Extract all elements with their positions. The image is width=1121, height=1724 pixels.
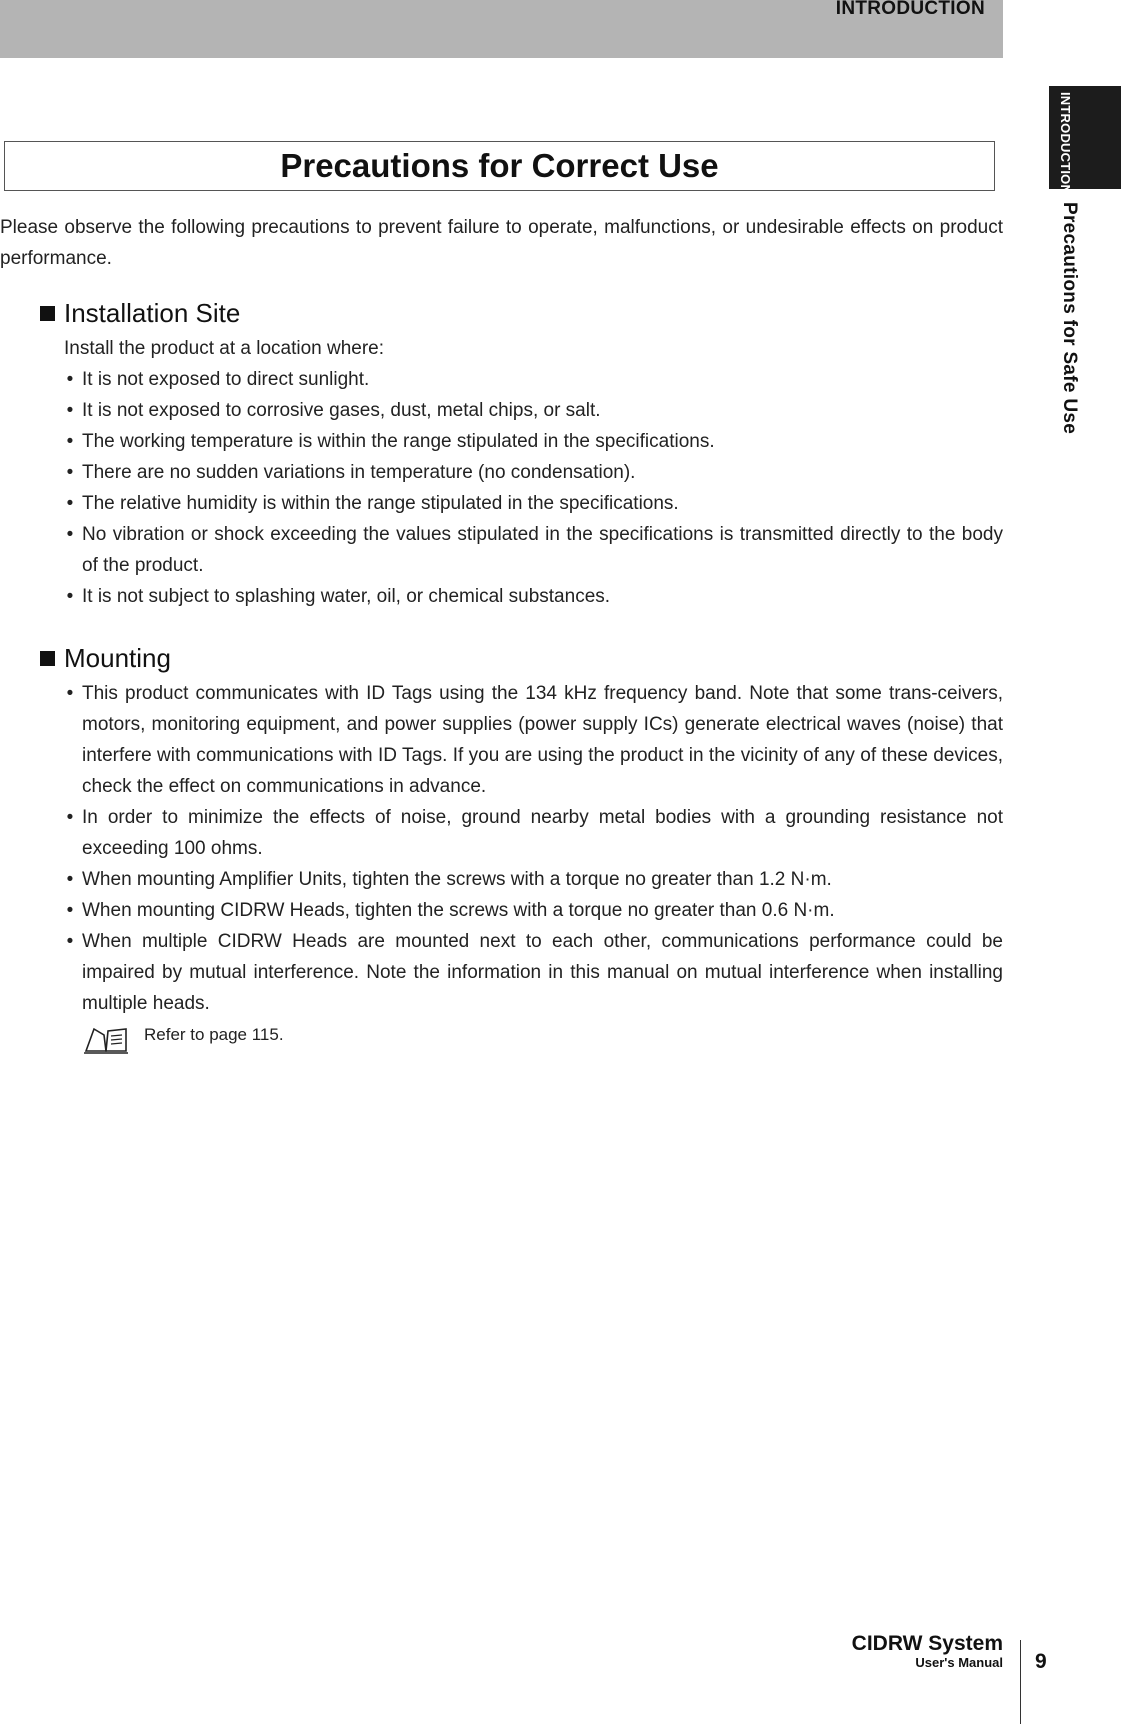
bullet-icon: • [66,931,74,952]
list-item: • When mounting CIDRW Heads, tighten the screws with a torque no greater than 0.6 N·m. [64,895,1003,926]
main-content [0,212,1003,1057]
list-item: • When mounting Amplifier Units, tighten the screws with a torque no greater than 1.2 N·m. [64,864,1003,895]
list-item: • It is not exposed to corrosive gases, dust, metal chips, or salt. [64,395,1003,426]
bullet-icon: • [66,807,74,828]
installation-heading-text: Installation Site [64,298,241,328]
list-item: • There are no sudden variations in temperature (no condensation). [64,457,1003,488]
book-icon [82,1021,130,1057]
bullet-icon: • [66,869,74,890]
list-item: • The working temperature is within the range stipulated in the specifications. [64,426,1003,457]
footer-divider [1020,1640,1021,1724]
bullet-icon: • [66,683,74,704]
bullet-icon: • [66,431,74,452]
page-title: Precautions for Correct Use [280,147,719,184]
list-item: • In order to minimize the effects of noise, ground nearby metal bodies with a grounding resistance not exceeding 100 ohms. [64,802,1003,864]
square-bullet-icon [40,306,55,321]
bullet-icon: • [66,369,74,390]
header-section-title: INTRODUCTION [835,0,985,19]
reference-note [82,1023,1003,1057]
list-item: • It is not exposed to direct sunlight. [64,364,1003,395]
footer-brand [852,1633,1003,1670]
installation-heading [40,296,1003,330]
bullet-icon: • [66,462,74,483]
footer-subtitle: User's Manual [915,1655,1003,1670]
list-item: • No vibration or shock exceeding the values stipulated in the specifications is transmitted directly to the body of the product. [64,519,1003,581]
mounting-heading [40,641,1003,675]
installation-intro: Install the product at a location where: [64,338,385,359]
list-item: • When multiple CIDRW Heads are mounted next to each other, communications performance could be impaired by mutual interference. Note the information in this manual on mutual interference when installing multiple heads. [64,926,1003,1019]
list-item: • It is not subject to splashing water, oil, or chemical substances. [64,581,1003,612]
page-intro: Please observe the following precautions to prevent failure to operate, malfunctions, or undesirable effects on product performance. [0,217,1003,269]
installation-list [64,364,1003,612]
bullet-icon: • [66,586,74,607]
page-title-box [4,141,995,191]
bullet-icon: • [66,524,74,545]
side-tab-chapter: INTRODUCTION [1058,92,1073,195]
page-number: 9 [1035,1650,1047,1673]
bullet-icon: • [66,400,74,421]
bullet-icon: • [66,493,74,514]
list-item: • This product communicates with ID Tags using the 134 kHz frequency band. Note that some trans-ceivers, motors, monitoring equipment, and power supplies (power supply ICs) generate electrical waves (noise) that interfere with communications with ID Tags. If you are using the product in the vicinity of any of these devices, check the effect on communications in advance. [64,678,1003,802]
bullet-icon: • [66,900,74,921]
mounting-list [64,678,1003,1019]
square-bullet-icon [40,651,55,666]
header-band [0,0,1003,58]
reference-text[interactable]: Refer to page 115. [144,1025,284,1044]
side-tab-section: Precautions for Safe Use [1059,202,1080,435]
mounting-heading-text: Mounting [64,643,171,673]
footer-product: CIDRW System [851,1632,1003,1655]
list-item: • The relative humidity is within the range stipulated in the specifications. [64,488,1003,519]
